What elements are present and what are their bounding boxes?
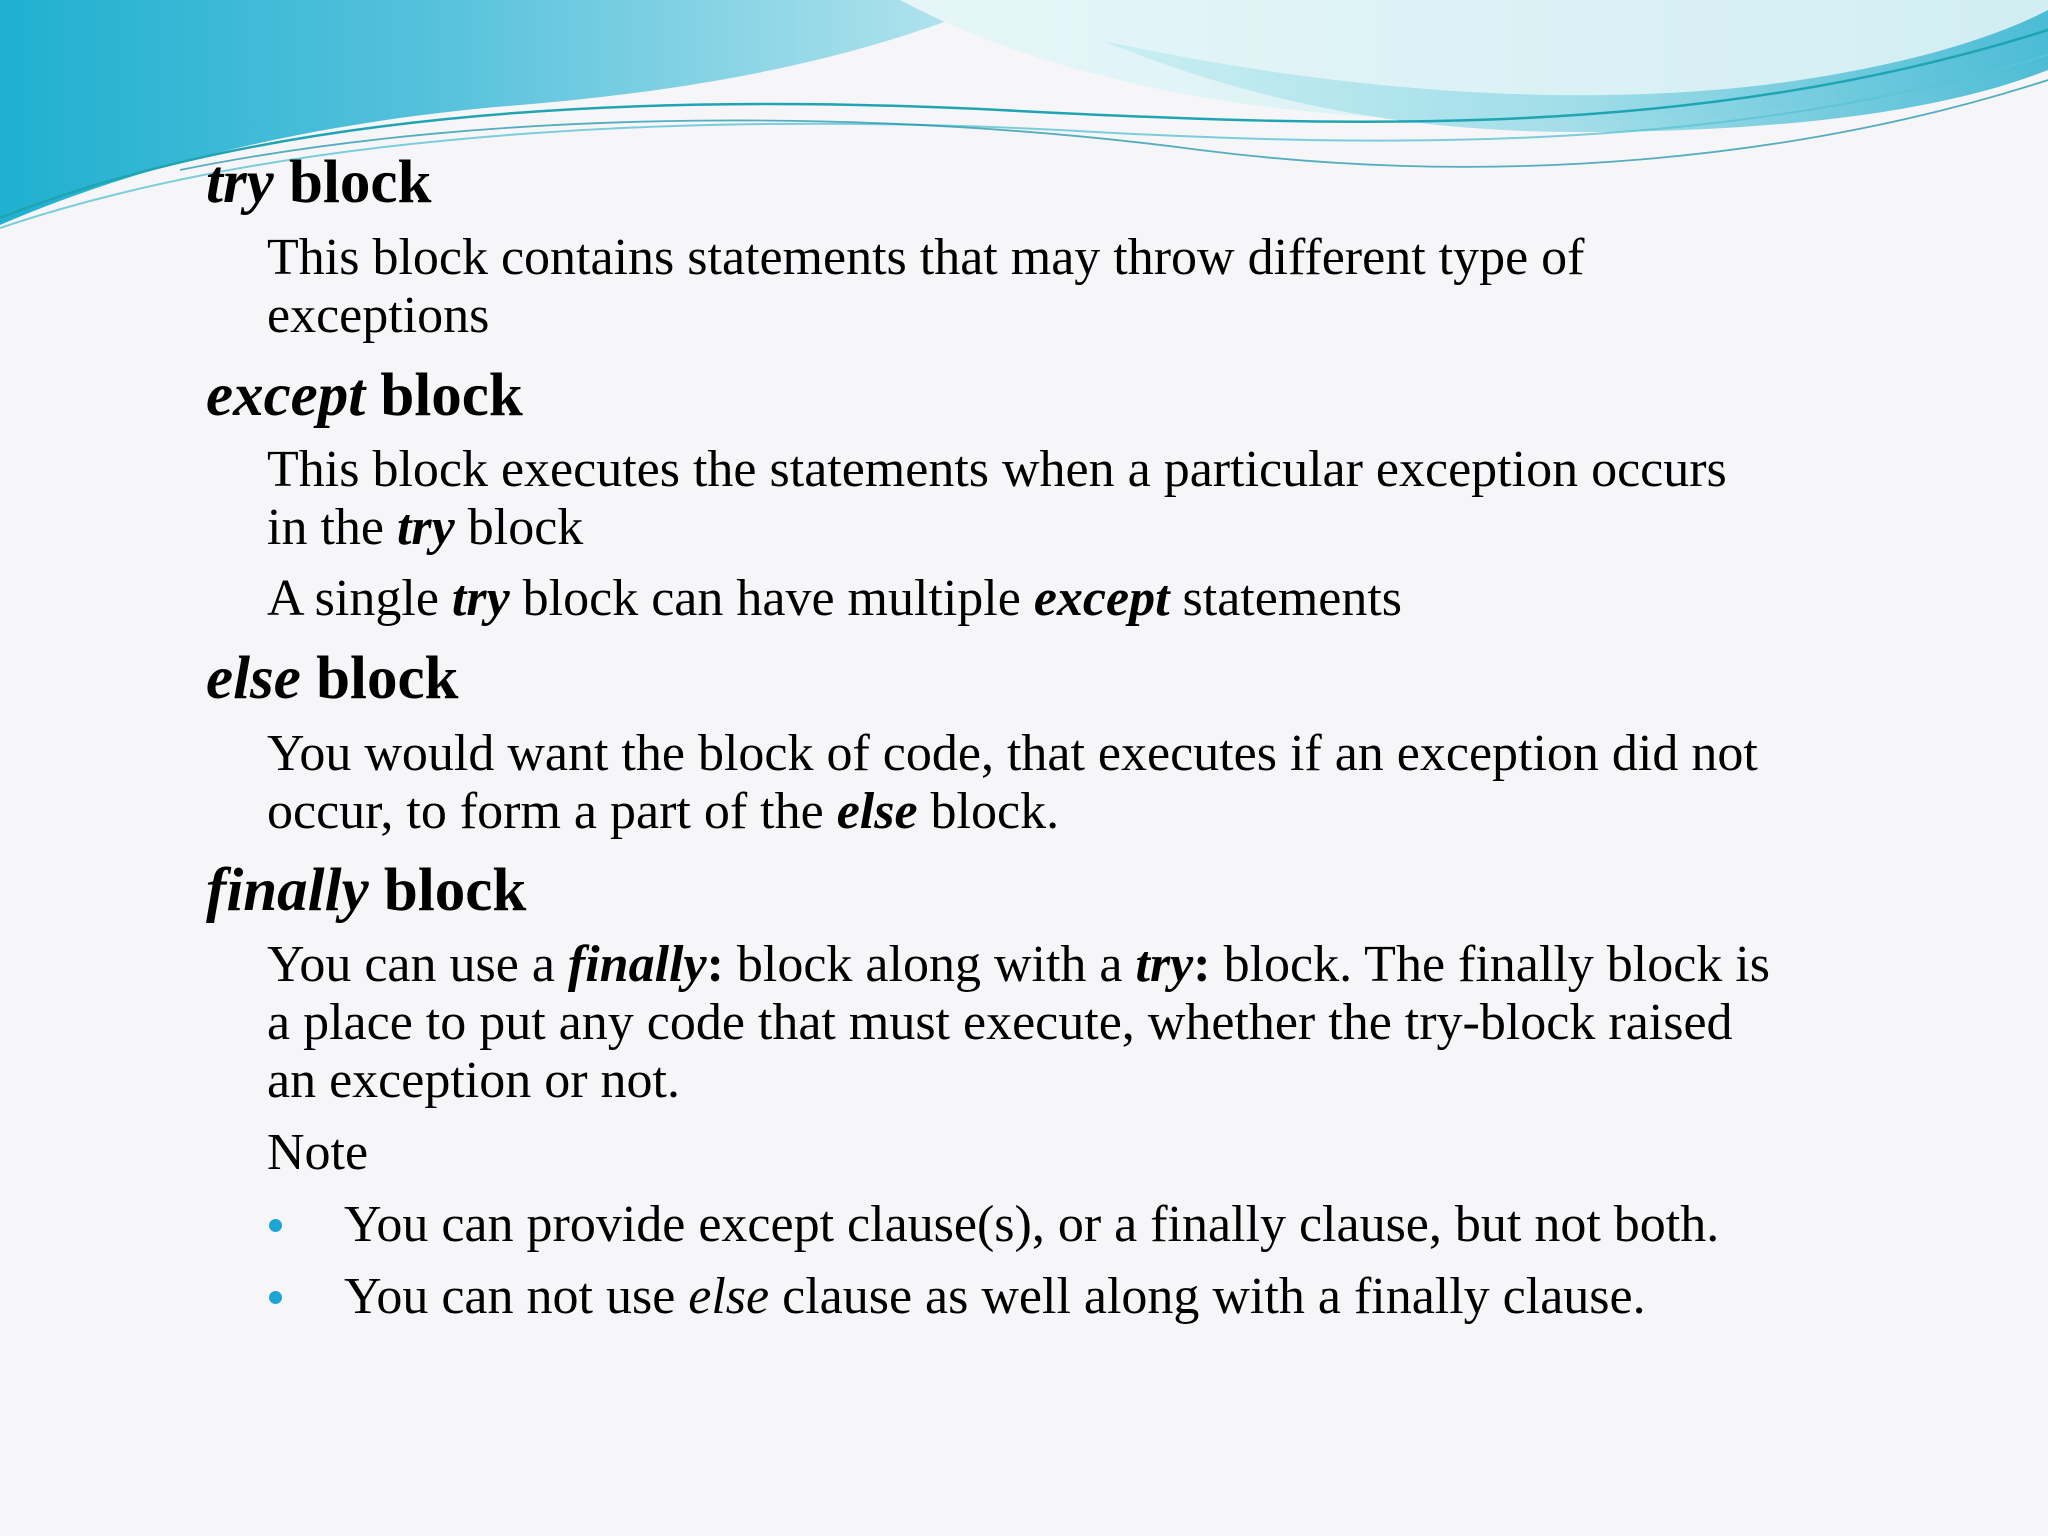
text-line: This block executes the statements when a particular exception occurs bbox=[267, 441, 1727, 498]
bullet-dot-icon bbox=[269, 1219, 282, 1232]
text-line bbox=[267, 499, 1727, 557]
text-run: You can not use bbox=[344, 1268, 689, 1325]
text-run: You can use a bbox=[267, 936, 568, 993]
heading-keyword: finally bbox=[206, 857, 369, 924]
text-line: an exception or not. bbox=[267, 1052, 680, 1109]
keyword-except: except bbox=[1033, 570, 1170, 627]
try-description bbox=[267, 229, 1585, 345]
else-description bbox=[267, 725, 1758, 841]
finally-description bbox=[267, 936, 1770, 1110]
text-run: statements bbox=[1169, 570, 1403, 627]
bullet-text bbox=[344, 1268, 1646, 1326]
keyword-try: try bbox=[1135, 936, 1194, 993]
text-run: block along with a bbox=[723, 936, 1136, 993]
text-line: You would want the block of code, that executes if an exception did not bbox=[267, 725, 1758, 782]
colon: : bbox=[706, 936, 724, 993]
heading-else-block bbox=[206, 645, 459, 712]
heading-keyword: else bbox=[206, 645, 301, 712]
text-run: block. The finally block is bbox=[1210, 936, 1770, 993]
heading-text: block bbox=[273, 149, 432, 216]
heading-text: block bbox=[368, 857, 527, 924]
text-run: block can have multiple bbox=[509, 570, 1034, 627]
text-run: in the bbox=[267, 499, 397, 556]
except-multiple-note bbox=[267, 570, 1402, 628]
text-line: exceptions bbox=[267, 287, 490, 344]
keyword-else: else bbox=[836, 783, 918, 840]
text-run: A single bbox=[267, 570, 452, 627]
text-line: a place to put any code that must execute, whether the try-block raised bbox=[267, 994, 1733, 1051]
heading-text: block bbox=[300, 645, 459, 712]
text-run: block. bbox=[917, 783, 1060, 840]
keyword-finally: finally bbox=[567, 936, 707, 993]
text-run: block bbox=[454, 499, 584, 556]
text-line bbox=[267, 783, 1758, 841]
bullet-text: You can provide except clause(s), or a finally clause, but not both. bbox=[344, 1196, 1720, 1253]
heading-text: block bbox=[365, 362, 523, 429]
heading-finally-block bbox=[206, 857, 527, 924]
keyword-try: try bbox=[396, 499, 455, 556]
text-run: clause as well along with a finally clause. bbox=[769, 1268, 1646, 1325]
keyword-else: else bbox=[688, 1268, 770, 1325]
text-line: This block contains statements that may throw different type of bbox=[267, 229, 1585, 286]
text-run: occur, to form a part of the bbox=[267, 783, 837, 840]
except-description bbox=[267, 441, 1727, 557]
bullet-dot-icon bbox=[269, 1291, 282, 1304]
heading-try-block bbox=[206, 149, 432, 216]
note-label: Note bbox=[267, 1124, 369, 1181]
text-line bbox=[267, 936, 1770, 994]
heading-keyword: try bbox=[206, 149, 274, 216]
colon: : bbox=[1193, 936, 1211, 993]
heading-keyword: except bbox=[206, 362, 366, 429]
heading-except-block bbox=[206, 362, 523, 429]
keyword-try: try bbox=[451, 570, 510, 627]
